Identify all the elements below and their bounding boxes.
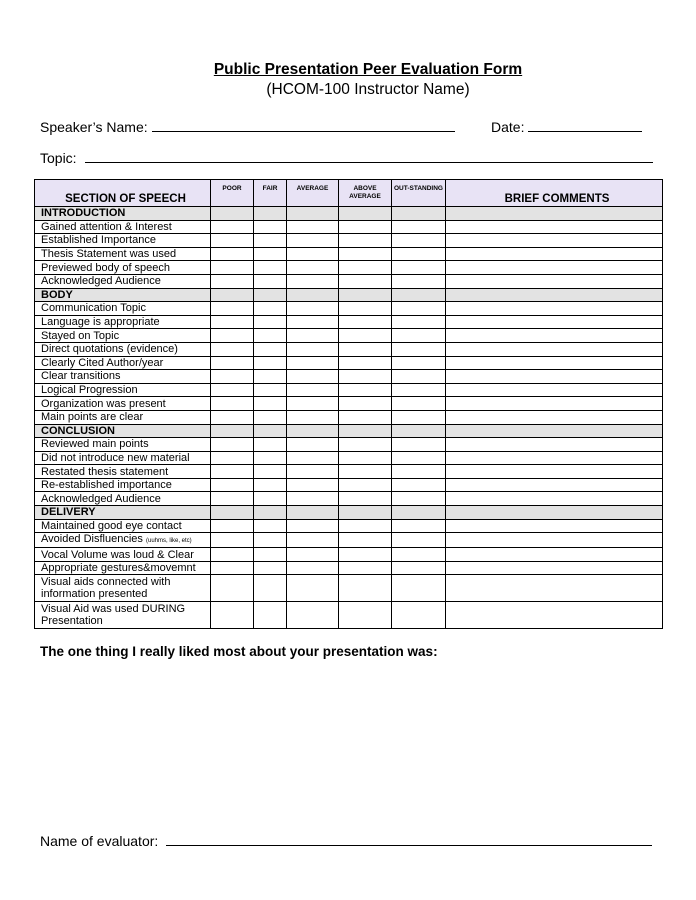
criterion-label — [35, 602, 211, 629]
rating-cell-average[interactable] — [287, 356, 339, 370]
rating-cell-average[interactable] — [287, 397, 339, 411]
rating-header-poor: POOR — [211, 180, 254, 207]
criterion-label — [35, 410, 211, 424]
rating-cell-outstanding[interactable] — [392, 410, 446, 424]
section-cell — [446, 207, 663, 221]
rating-cell-above-average[interactable] — [339, 492, 392, 506]
rating-cell-average[interactable] — [287, 492, 339, 506]
rating-cell-above-average[interactable] — [339, 274, 392, 288]
rating-cell-outstanding[interactable] — [392, 342, 446, 356]
rating-cell-fair[interactable] — [254, 247, 287, 261]
form-subtitle: (HCOM-100 Instructor Name) — [266, 81, 470, 98]
section-cell — [339, 288, 392, 302]
rating-cell-outstanding[interactable] — [392, 575, 446, 602]
rating-cell-poor[interactable] — [211, 438, 254, 452]
rating-cell-outstanding[interactable] — [392, 370, 446, 384]
section-cell — [211, 288, 254, 302]
speaker-name-field[interactable] — [152, 117, 455, 132]
rating-cell-average[interactable] — [287, 561, 339, 575]
criterion-row — [35, 302, 663, 316]
criterion-row — [35, 247, 663, 261]
rating-cell-average[interactable] — [287, 533, 339, 548]
rating-cell-fair[interactable] — [254, 451, 287, 465]
criterion-text: Clearly Cited Author/year — [41, 356, 164, 369]
rating-cell-fair[interactable] — [254, 492, 287, 506]
rating-cell-average[interactable] — [287, 383, 339, 397]
criterion-text: Vocal Volume was loud & Clear — [41, 548, 194, 561]
section-cell — [254, 207, 287, 221]
criterion-text: Visual Aid was used DURING Presentation — [41, 603, 186, 628]
comment-cell[interactable] — [446, 438, 663, 452]
criterion-row — [35, 465, 663, 479]
date-field[interactable] — [528, 117, 642, 132]
rating-cell-outstanding[interactable] — [392, 533, 446, 548]
criterion-label — [35, 234, 211, 248]
criterion-label — [35, 329, 211, 343]
rating-cell-outstanding[interactable] — [392, 315, 446, 329]
comment-cell[interactable] — [446, 274, 663, 288]
criterion-text: Communication Topic — [41, 302, 146, 315]
rating-cell-poor[interactable] — [211, 356, 254, 370]
criterion-row — [35, 356, 663, 370]
rating-cell-average[interactable] — [287, 519, 339, 533]
criterion-label — [35, 451, 211, 465]
criterion-label — [35, 438, 211, 452]
section-title: INTRODUCTION — [35, 207, 211, 221]
criterion-text: Stayed on Topic — [41, 329, 120, 342]
rating-cell-fair[interactable] — [254, 519, 287, 533]
liked-most-prompt: The one thing I really liked most about your presentation was: — [40, 644, 438, 659]
section-cell — [287, 506, 339, 520]
criterion-row — [35, 519, 663, 533]
rating-cell-fair[interactable] — [254, 438, 287, 452]
rating-cell-poor[interactable] — [211, 342, 254, 356]
rating-cell-outstanding[interactable] — [392, 329, 446, 343]
rating-cell-poor[interactable] — [211, 478, 254, 492]
rating-cell-fair[interactable] — [254, 220, 287, 234]
criterion-row — [35, 220, 663, 234]
form-title: Public Presentation Peer Evaluation Form — [213, 61, 523, 78]
criterion-row — [35, 575, 663, 602]
rating-cell-outstanding[interactable] — [392, 561, 446, 575]
rating-cell-outstanding[interactable] — [392, 438, 446, 452]
evaluator-label: Name of evaluator: — [40, 833, 159, 849]
comment-cell[interactable] — [446, 370, 663, 384]
rating-cell-average[interactable] — [287, 438, 339, 452]
date-label: Date: — [491, 119, 525, 135]
rating-cell-above-average[interactable] — [339, 438, 392, 452]
comment-cell[interactable] — [446, 451, 663, 465]
rating-cell-fair[interactable] — [254, 356, 287, 370]
criterion-row — [35, 370, 663, 384]
rating-cell-fair[interactable] — [254, 410, 287, 424]
rating-cell-poor[interactable] — [211, 548, 254, 562]
rating-cell-fair[interactable] — [254, 465, 287, 479]
evaluator-name-field[interactable] — [166, 831, 652, 846]
rating-cell-poor[interactable] — [211, 220, 254, 234]
rating-cell-above-average[interactable] — [339, 234, 392, 248]
criterion-row — [35, 329, 663, 343]
criterion-row — [35, 397, 663, 411]
rating-cell-above-average[interactable] — [339, 329, 392, 343]
criterion-row — [35, 274, 663, 288]
section-row-conclusion — [35, 424, 663, 438]
speaker-name-label: Speaker’s Name: — [40, 119, 148, 135]
criterion-label — [35, 478, 211, 492]
criterion-text: Main points are clear — [41, 411, 144, 424]
section-cell — [339, 207, 392, 221]
criterion-text: Organization was present — [41, 397, 166, 410]
comment-cell[interactable] — [446, 397, 663, 411]
comment-cell[interactable] — [446, 575, 663, 602]
section-cell — [287, 288, 339, 302]
section-cell — [254, 424, 287, 438]
section-row-body — [35, 288, 663, 302]
rating-cell-outstanding[interactable] — [392, 519, 446, 533]
criterion-label — [35, 492, 211, 506]
rating-cell-fair[interactable] — [254, 234, 287, 248]
criterion-text: Did not introduce new material — [41, 451, 190, 464]
criterion-text: Clear transitions — [41, 370, 121, 383]
rating-cell-outstanding[interactable] — [392, 478, 446, 492]
criterion-text: Re-established importance — [41, 479, 172, 492]
rating-cell-average[interactable] — [287, 342, 339, 356]
section-title: DELIVERY — [35, 506, 211, 520]
rating-cell-fair[interactable] — [254, 274, 287, 288]
criterion-text: Maintained good eye contact — [41, 519, 182, 532]
rating-cell-outstanding[interactable] — [392, 247, 446, 261]
comment-cell[interactable] — [446, 302, 663, 316]
comment-cell[interactable] — [446, 220, 663, 234]
criterion-text: Logical Progression — [41, 384, 138, 397]
rating-cell-fair[interactable] — [254, 342, 287, 356]
section-cell — [254, 506, 287, 520]
criterion-label — [35, 261, 211, 275]
rating-cell-above-average[interactable] — [339, 451, 392, 465]
section-cell — [211, 506, 254, 520]
criterion-row — [35, 602, 663, 629]
rating-cell-average[interactable] — [287, 478, 339, 492]
section-cell — [211, 207, 254, 221]
section-of-speech-header: SECTION OF SPEECH — [35, 180, 211, 207]
criterion-row — [35, 451, 663, 465]
rating-cell-above-average[interactable] — [339, 370, 392, 384]
criterion-text: Previewed body of speech — [41, 261, 171, 274]
rating-cell-poor[interactable] — [211, 370, 254, 384]
criterion-text: Gained attention & Interest — [41, 220, 172, 233]
rating-cell-outstanding[interactable] — [392, 548, 446, 562]
rating-cell-above-average[interactable] — [339, 397, 392, 411]
rating-cell-poor[interactable] — [211, 261, 254, 275]
rating-cell-fair[interactable] — [254, 575, 287, 602]
evaluation-table — [34, 179, 663, 629]
rating-cell-above-average[interactable] — [339, 478, 392, 492]
rating-cell-poor[interactable] — [211, 410, 254, 424]
rating-cell-fair[interactable] — [254, 478, 287, 492]
rating-cell-poor[interactable] — [211, 397, 254, 411]
criterion-text: Acknowledged Audience — [41, 275, 161, 288]
comment-cell[interactable] — [446, 261, 663, 275]
rating-cell-outstanding[interactable] — [392, 492, 446, 506]
rating-cell-fair[interactable] — [254, 561, 287, 575]
section-cell — [446, 506, 663, 520]
rating-cell-above-average[interactable] — [339, 602, 392, 629]
section-title: CONCLUSION — [35, 424, 211, 438]
rating-cell-above-average[interactable] — [339, 342, 392, 356]
rating-cell-fair[interactable] — [254, 302, 287, 316]
rating-cell-above-average[interactable] — [339, 465, 392, 479]
criterion-row — [35, 478, 663, 492]
rating-cell-average[interactable] — [287, 274, 339, 288]
comment-cell[interactable] — [446, 519, 663, 533]
rating-cell-average[interactable] — [287, 465, 339, 479]
rating-cell-poor[interactable] — [211, 465, 254, 479]
rating-cell-average[interactable] — [287, 302, 339, 316]
rating-cell-fair[interactable] — [254, 315, 287, 329]
rating-cell-above-average[interactable] — [339, 261, 392, 275]
rating-cell-above-average[interactable] — [339, 548, 392, 562]
section-row-delivery — [35, 506, 663, 520]
rating-cell-poor[interactable] — [211, 383, 254, 397]
rating-cell-fair[interactable] — [254, 261, 287, 275]
rating-cell-above-average[interactable] — [339, 561, 392, 575]
rating-cell-average[interactable] — [287, 261, 339, 275]
rating-cell-poor[interactable] — [211, 602, 254, 629]
criterion-label — [35, 247, 211, 261]
criterion-text: Language is appropriate — [41, 316, 160, 329]
rating-cell-above-average[interactable] — [339, 356, 392, 370]
rating-cell-average[interactable] — [287, 247, 339, 261]
speaker-name-row — [40, 117, 455, 135]
criterion-row — [35, 342, 663, 356]
section-cell — [392, 207, 446, 221]
rating-cell-above-average[interactable] — [339, 575, 392, 602]
rating-cell-poor[interactable] — [211, 234, 254, 248]
rating-cell-above-average[interactable] — [339, 519, 392, 533]
criterion-text: Appropriate gestures&movemnt — [41, 562, 196, 575]
rating-cell-poor[interactable] — [211, 451, 254, 465]
rating-cell-poor[interactable] — [211, 561, 254, 575]
comment-cell[interactable] — [446, 478, 663, 492]
criterion-row — [35, 261, 663, 275]
rating-cell-average[interactable] — [287, 370, 339, 384]
rating-cell-poor[interactable] — [211, 302, 254, 316]
section-cell — [446, 424, 663, 438]
rating-cell-poor[interactable] — [211, 533, 254, 548]
rating-cell-outstanding[interactable] — [392, 302, 446, 316]
comment-cell[interactable] — [446, 247, 663, 261]
rating-cell-fair[interactable] — [254, 533, 287, 548]
criterion-text: Reviewed main points — [41, 438, 149, 451]
rating-cell-fair[interactable] — [254, 329, 287, 343]
criterion-label — [35, 342, 211, 356]
date-row — [491, 117, 642, 135]
section-cell — [211, 424, 254, 438]
rating-cell-outstanding[interactable] — [392, 465, 446, 479]
comment-cell[interactable] — [446, 329, 663, 343]
brief-comments-header: BRIEF COMMENTS — [446, 180, 663, 207]
criterion-text: Thesis Statement was used — [41, 248, 177, 261]
comment-cell[interactable] — [446, 356, 663, 370]
rating-cell-above-average[interactable] — [339, 383, 392, 397]
criterion-row — [35, 438, 663, 452]
criterion-row — [35, 383, 663, 397]
rating-cell-average[interactable] — [287, 329, 339, 343]
criterion-text: Restated thesis statement — [41, 465, 169, 478]
comment-cell[interactable] — [446, 548, 663, 562]
rating-cell-outstanding[interactable] — [392, 274, 446, 288]
criterion-label — [35, 356, 211, 370]
rating-cell-above-average[interactable] — [339, 533, 392, 548]
rating-cell-average[interactable] — [287, 602, 339, 629]
criterion-label — [35, 302, 211, 316]
rating-cell-average[interactable] — [287, 451, 339, 465]
comment-cell[interactable] — [446, 533, 663, 548]
comment-cell[interactable] — [446, 410, 663, 424]
criterion-label — [35, 533, 211, 548]
rating-cell-above-average[interactable] — [339, 247, 392, 261]
section-cell — [392, 424, 446, 438]
rating-cell-average[interactable] — [287, 220, 339, 234]
comment-cell[interactable] — [446, 561, 663, 575]
criterion-label — [35, 383, 211, 397]
rating-cell-fair[interactable] — [254, 383, 287, 397]
rating-cell-outstanding[interactable] — [392, 383, 446, 397]
section-cell — [287, 424, 339, 438]
rating-cell-poor[interactable] — [211, 247, 254, 261]
criterion-row — [35, 548, 663, 562]
comment-cell[interactable] — [446, 602, 663, 629]
rating-cell-fair[interactable] — [254, 548, 287, 562]
criterion-text: Avoided Disfluencies — [41, 533, 143, 546]
rating-cell-fair[interactable] — [254, 602, 287, 629]
rating-cell-above-average[interactable] — [339, 302, 392, 316]
criterion-label — [35, 274, 211, 288]
topic-label: Topic: — [40, 150, 77, 166]
criterion-label — [35, 465, 211, 479]
section-cell — [339, 424, 392, 438]
rating-cell-poor[interactable] — [211, 274, 254, 288]
criterion-text: Established Importance — [41, 234, 156, 247]
criterion-label — [35, 315, 211, 329]
rating-cell-fair[interactable] — [254, 370, 287, 384]
rating-cell-above-average[interactable] — [339, 315, 392, 329]
rating-cell-poor[interactable] — [211, 575, 254, 602]
section-row-introduction — [35, 207, 663, 221]
section-cell — [287, 207, 339, 221]
rating-header-outstanding: OUT-STANDING — [392, 180, 446, 207]
criterion-label — [35, 548, 211, 562]
comment-cell[interactable] — [446, 342, 663, 356]
criterion-text: Direct quotations (evidence) — [41, 343, 178, 356]
rating-cell-outstanding[interactable] — [392, 451, 446, 465]
rating-header-average: AVERAGE — [287, 180, 339, 207]
section-cell — [392, 288, 446, 302]
criterion-row — [35, 561, 663, 575]
rating-cell-outstanding[interactable] — [392, 602, 446, 629]
criterion-row — [35, 533, 663, 548]
criterion-label — [35, 561, 211, 575]
comment-cell[interactable] — [446, 315, 663, 329]
rating-cell-outstanding[interactable] — [392, 234, 446, 248]
criterion-label — [35, 397, 211, 411]
rating-header-above-average: ABOVE AVERAGE — [339, 180, 392, 207]
rating-cell-outstanding[interactable] — [392, 261, 446, 275]
rating-cell-poor[interactable] — [211, 519, 254, 533]
disfluency-note: (uuhms, like, etc) — [145, 538, 192, 545]
criterion-row — [35, 234, 663, 248]
section-cell — [254, 288, 287, 302]
comment-cell[interactable] — [446, 492, 663, 506]
rating-cell-poor[interactable] — [211, 315, 254, 329]
comment-cell[interactable] — [446, 465, 663, 479]
rating-cell-average[interactable] — [287, 315, 339, 329]
section-title: BODY — [35, 288, 211, 302]
rating-cell-average[interactable] — [287, 575, 339, 602]
rating-header-fair: FAIR — [254, 180, 287, 207]
comment-cell[interactable] — [446, 383, 663, 397]
rating-cell-poor[interactable] — [211, 329, 254, 343]
rating-cell-poor[interactable] — [211, 492, 254, 506]
criterion-text: Acknowledged Audience — [41, 492, 161, 505]
criterion-text: Visual aids connected with information presented — [41, 576, 171, 601]
evaluator-row — [40, 831, 652, 849]
rating-cell-outstanding[interactable] — [392, 220, 446, 234]
criterion-label — [35, 575, 211, 602]
table-header-row — [35, 180, 663, 207]
rating-cell-average[interactable] — [287, 548, 339, 562]
section-cell — [392, 506, 446, 520]
criterion-label — [35, 519, 211, 533]
section-cell — [339, 506, 392, 520]
topic-row — [40, 148, 653, 166]
rating-cell-fair[interactable] — [254, 397, 287, 411]
criterion-row — [35, 492, 663, 506]
rating-cell-outstanding[interactable] — [392, 397, 446, 411]
criterion-row — [35, 315, 663, 329]
rating-cell-above-average[interactable] — [339, 410, 392, 424]
rating-cell-outstanding[interactable] — [392, 356, 446, 370]
rating-cell-average[interactable] — [287, 410, 339, 424]
section-cell — [446, 288, 663, 302]
criterion-label — [35, 220, 211, 234]
topic-field[interactable] — [85, 148, 653, 163]
comment-cell[interactable] — [446, 234, 663, 248]
rating-cell-above-average[interactable] — [339, 220, 392, 234]
rating-cell-average[interactable] — [287, 234, 339, 248]
criterion-label — [35, 370, 211, 384]
criterion-row — [35, 410, 663, 424]
